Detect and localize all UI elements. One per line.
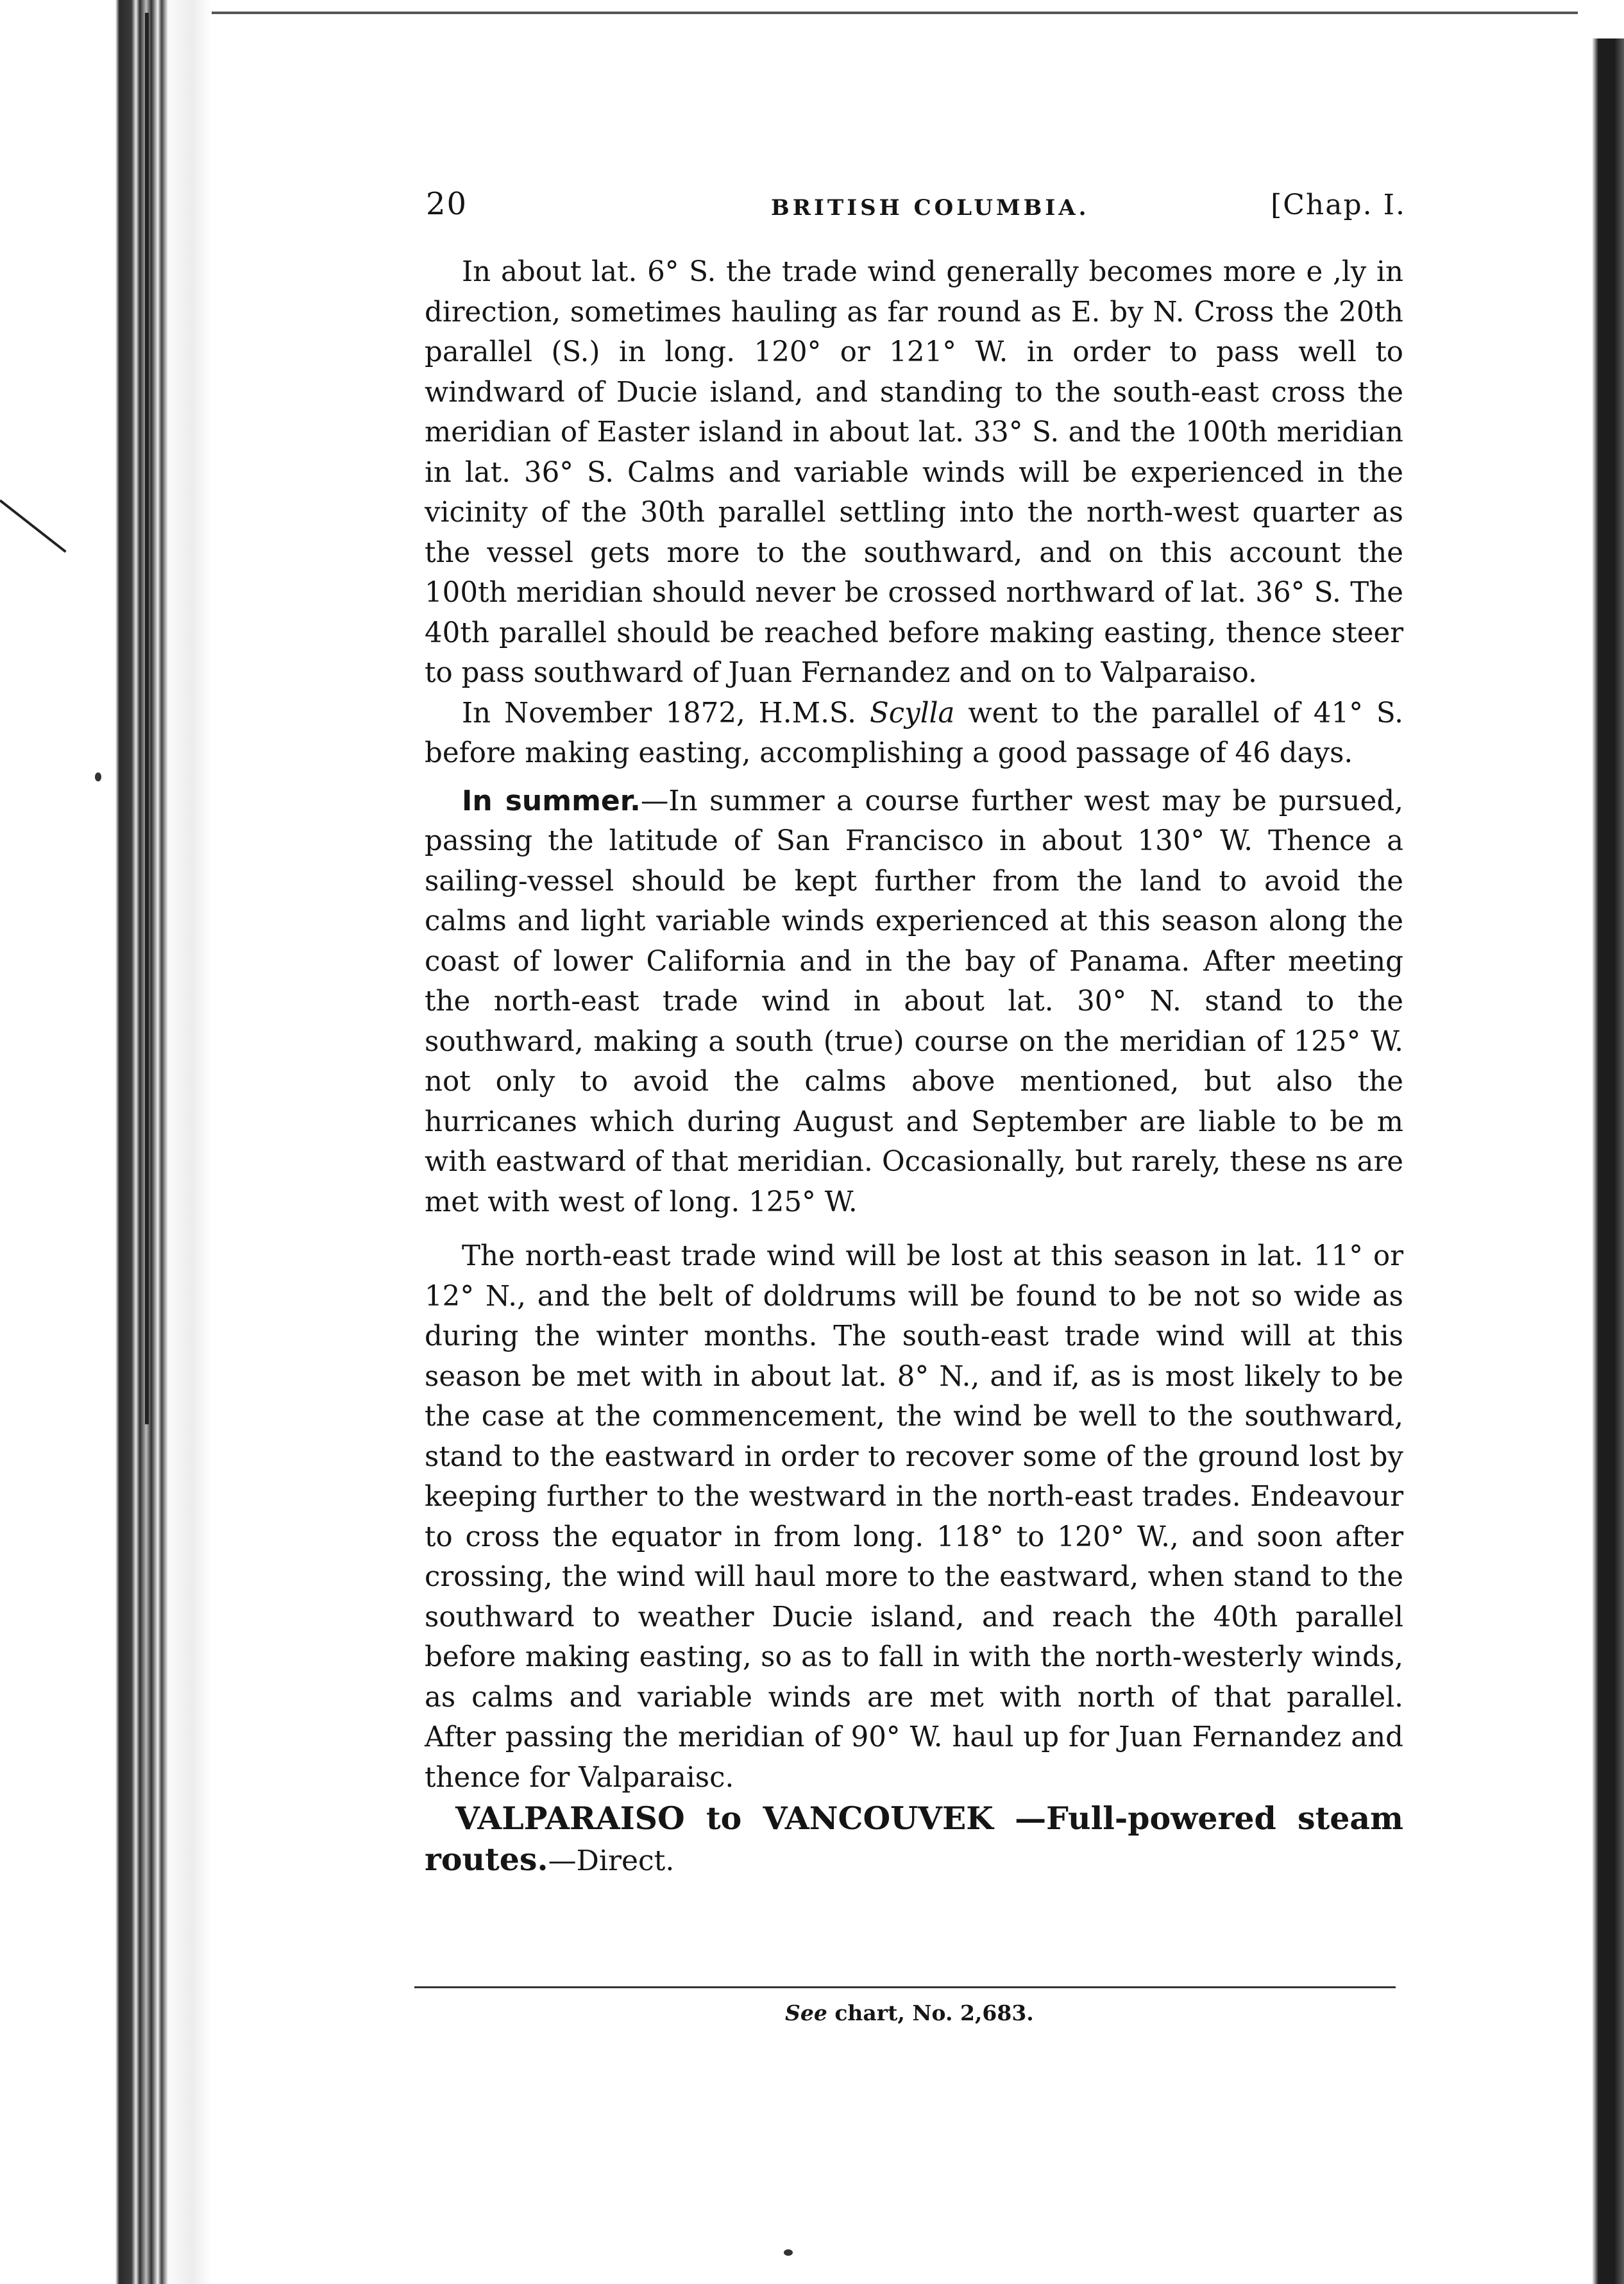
- footnote-text: chart, No. 2,683.: [827, 2000, 1034, 2025]
- page-binding: [0, 0, 212, 2284]
- paragraph: In about lat. 6° S. the trade wind generally becomes more e ,ly in direction, sometimes hauling as far round as E. by N. Cross the 20th parallel (S.) in long. 120° or 121° W. in order to pass well to windward of Ducie island, and standing to the south-east cross the meridian of Easter island in about lat. 33° S. and the 100th meridian in lat. 36° S. Calms and variable winds will be experienced in the vicinity of the 30th parallel settling into the north-west quarter as the vessel gets more to the southward, and on this account the 100th meridian should never be crossed northward of lat. 36° S. The 40th parallel should be reached before making easting, thence steer to pass southward of Juan Fernandez and on to Valparaiso.: [425, 256, 1403, 689]
- binding-edge-line: [145, 13, 149, 1424]
- scan-top-edge: [212, 12, 1578, 14]
- paragraph-text: —In summer a course further west may be pursued, passing the latitude of San Francisco in about 130° W. Thence a sailing-vessel should be kept further from the land to avoid the calms and light variable winds experienced at this season along the coast of lower California and in the bay of Panama. After meeting the north-east trade wind in about lat. 30° N. stand to the southward, making a south (true) course on the meridian of 125° W. not only to avoid the calms above mentioned, but also the hurricanes which during August and September are liable to be m with eastward of that meridian. Occasionally, but rarely, these ns are met with west of long. 125° W.: [425, 785, 1403, 1218]
- scan-right-edge: [1579, 38, 1624, 2284]
- scan-speck: [784, 2249, 793, 2256]
- chapter-label: [Chap. I.: [1271, 189, 1406, 221]
- footnote-see: See: [785, 2000, 827, 2025]
- paragraph-text: In November 1872, H.M.S.: [462, 697, 870, 729]
- paragraph-lead: In summer.: [462, 784, 641, 817]
- ship-name: Scylla: [869, 697, 955, 729]
- paragraph: [425, 781, 1403, 1223]
- running-title: BRITISH COLUMBIA.: [771, 195, 1090, 221]
- section-subheading: —Direct.: [548, 1845, 675, 1877]
- paragraph: The north-east trade wind will be lost at this season in lat. 11° or 12° N., and the belt of doldrums will be found to be not so wide as during the winter months. The south-east trade wind will at this season be met with in about lat. 8° N., and if, as is most likely to be the case at the commencement, the wind be well to the southward, stand to the eastward in order to recover some of the ground lost by keeping further to the westward in the north-east trades. Endeavour to cross the equator in from long. 118° to 120° W., and soon after crossing, the wind will haul more to the eastward, when stand to the southward to weather Ducie island, and reach the 40th parallel before making easting, so as to fall in with the north-westerly winds, as calms and variable winds are met with north of that parallel. After passing the meridian of 90° W. haul up for Juan Fernandez and thence for Valparaisc.: [425, 1240, 1403, 1794]
- scan-speck: [95, 772, 101, 781]
- section-heading-text: VALPARAISO to VANCOUVEK —Full-powered steam routes.: [425, 1800, 1403, 1878]
- body-text: [425, 252, 1403, 1882]
- paragraph: [425, 694, 1403, 774]
- section-heading: [425, 1798, 1403, 1882]
- running-head: [426, 186, 1406, 231]
- page-number: 20: [426, 186, 468, 222]
- footnote: [785, 2000, 1034, 2025]
- paragraph-text: went to the parallel of 41° S. before making easting, accomplishing a good passage of 46 days.: [425, 697, 1403, 769]
- footnote-rule: [414, 1986, 1396, 1988]
